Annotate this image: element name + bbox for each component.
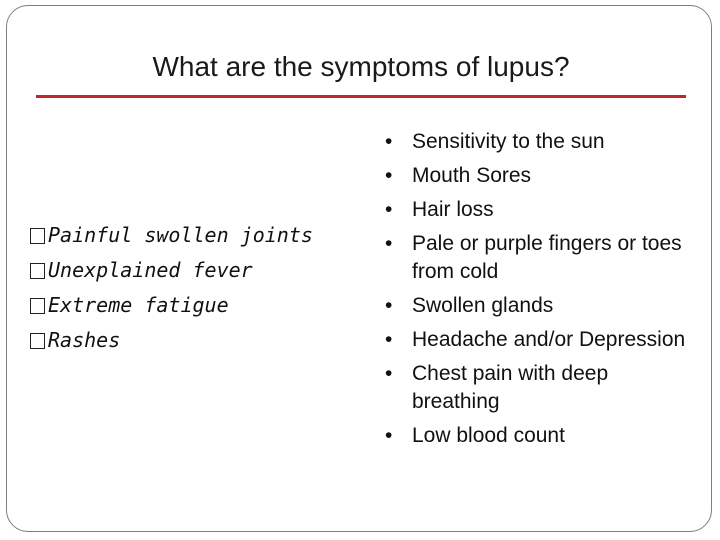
list-item-label: Extreme fatigue	[48, 293, 229, 317]
bullet-dot-icon: •	[385, 424, 393, 447]
checkbox-bullet-icon	[30, 263, 45, 279]
list-item	[380, 196, 700, 224]
title-underline	[36, 95, 686, 98]
list-item	[380, 128, 700, 156]
list-item	[380, 292, 700, 320]
list-item-label: Painful swollen joints	[48, 223, 313, 247]
slide-title: What are the symptoms of lupus?	[152, 51, 570, 82]
list-item-label: Pale or purple fingers or toes from cold	[412, 232, 682, 283]
checkbox-bullet-icon	[30, 298, 45, 314]
list-item-label: Hair loss	[412, 198, 494, 221]
checkbox-bullet-icon	[30, 228, 45, 244]
bullet-dot-icon: •	[385, 198, 393, 221]
bullet-dot-icon: •	[385, 294, 393, 317]
list-item-label: Unexplained fever	[48, 258, 253, 282]
list-item	[380, 422, 700, 450]
list-item	[380, 162, 700, 190]
left-symptom-list	[30, 218, 313, 358]
list-item-label: Swollen glands	[412, 294, 554, 317]
list-item	[380, 360, 700, 416]
bullet-dot-icon: •	[385, 362, 393, 385]
list-item	[380, 326, 700, 354]
bullet-dot-icon: •	[385, 164, 393, 187]
list-item-label: Rashes	[48, 328, 121, 352]
checkbox-bullet-icon	[30, 333, 45, 349]
list-item-label: Headache and/or Depression	[412, 328, 686, 351]
list-item-label: Sensitivity to the sun	[412, 130, 605, 153]
bullet-dot-icon: •	[385, 130, 393, 153]
list-item	[380, 230, 700, 286]
list-item	[30, 288, 313, 323]
list-item-label: Low blood count	[412, 424, 565, 447]
list-item	[30, 253, 313, 288]
list-item-label: Chest pain with deep breathing	[412, 362, 609, 413]
bullet-dot-icon: •	[385, 232, 393, 255]
list-item	[30, 218, 313, 253]
list-item-label: Mouth Sores	[412, 164, 532, 187]
list-item	[30, 323, 313, 358]
bullet-dot-icon: •	[385, 328, 393, 351]
right-symptom-list	[380, 128, 700, 456]
